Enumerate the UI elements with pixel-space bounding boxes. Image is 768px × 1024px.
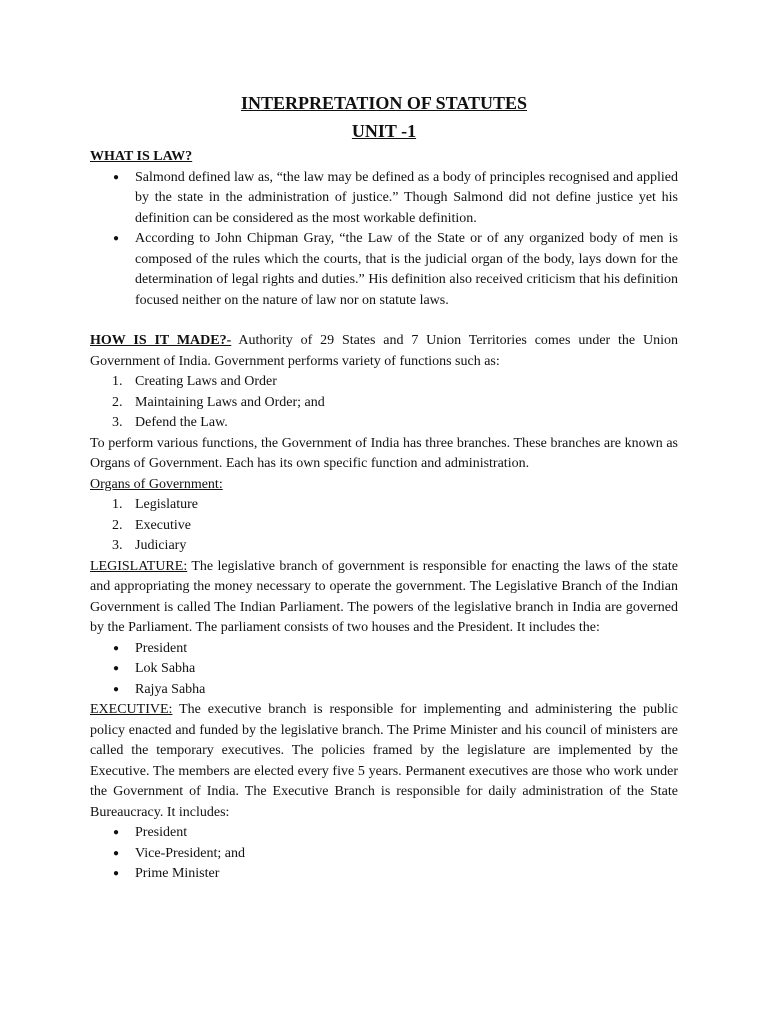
item-text: Creating Laws and Order — [135, 374, 277, 389]
executive-paragraph — [90, 700, 678, 823]
item-number: 1. — [112, 374, 123, 389]
legislature-list — [90, 639, 678, 701]
item-text: Executive — [135, 517, 191, 533]
list-item — [90, 516, 678, 537]
list-item — [90, 495, 678, 516]
executive-list — [90, 823, 678, 885]
unit-title: UNIT -1 — [351, 121, 417, 141]
what-is-law-list — [90, 168, 678, 312]
executive-label: EXECUTIVE: — [90, 702, 173, 717]
organs-label: Organs of Government: — [90, 476, 223, 492]
how-made-text: Authority of 29 States and 7 Union Territories comes under the Union Government of India. Government performs variety of functions such as: — [90, 333, 678, 369]
list-item: ● Prime Minister — [90, 864, 678, 885]
item-text: Legislature — [135, 497, 198, 512]
list-item: ● Rajya Sabha — [90, 680, 678, 701]
functions-list — [90, 372, 678, 434]
item-number: 2. — [112, 394, 123, 410]
list-item: ● President — [90, 639, 678, 660]
section-organs — [90, 475, 678, 557]
section-how-made — [90, 331, 678, 475]
list-item: ● According to John Chipman Gray, “the Law of the State or of any organized body of men is composed of the rules which the courts, that is the judicial organ of the body, lays down for the determination of legal rights and duties.” His definition also received criticism that his definition focused neither on the nature of law nor on statute laws. — [90, 229, 678, 311]
how-made-paragraph — [90, 331, 678, 372]
list-item: ● Lok Sabha — [90, 659, 678, 680]
list-item: ● Vice-President; and — [90, 844, 678, 865]
item-text: Maintaining Laws and Order; and — [135, 394, 325, 410]
item-text: Defend the Law. — [135, 415, 228, 430]
legislature-label: LEGISLATURE: — [90, 558, 188, 574]
section-what-is-law — [90, 147, 678, 311]
branches-paragraph: To perform various functions, the Government of India has three branches. These branches are known as Organs of Government. Each has its own specific function and administration. — [90, 435, 678, 471]
item-number: 2. — [112, 517, 123, 533]
legislature-paragraph — [90, 557, 678, 639]
document-title: INTERPRETATION OF STATUTES — [240, 93, 528, 113]
section-legislature — [90, 557, 678, 701]
list-item: ● President — [90, 823, 678, 844]
list-item — [90, 536, 678, 557]
item-text: Judiciary — [135, 538, 187, 553]
item-number: 1. — [112, 497, 123, 512]
how-made-heading: HOW IS IT MADE?- — [90, 333, 232, 348]
list-item — [90, 393, 678, 414]
legislature-text: The legislative branch of government is responsible for enacting the laws of the state and appropriating the money necessary to operate the government. The Legislative Branch of the Indian Government is called The Indian Parliament. The powers of the legislative branch in India are governed by the Parliament. The parliament consists of two houses and the President. It includes the: — [90, 558, 678, 635]
list-item: ● Salmond defined law as, “the law may be defined as a body of principles recognised and applied by the state in the administration of justice.” Though Salmond did not define justice yet his definition can be considered as the most workable definition. — [90, 168, 678, 230]
what-is-law-heading: WHAT IS LAW? — [90, 149, 193, 164]
list-item — [90, 413, 678, 434]
section-executive — [90, 700, 678, 885]
list-item — [90, 372, 678, 393]
executive-text: The executive branch is responsible for implementing and administering the public policy enacted and funded by the legislative branch. The Prime Minister and his council of ministers are called the temporary executives. The policies framed by the legislature are implemented by the Executive. The members are elected every five 5 years. Permanent executives are those who work under the Government of India. The Executive Branch is responsible for daily administration of the State Bureaucracy. It includes: — [90, 702, 678, 820]
organs-list — [90, 495, 678, 557]
item-number: 3. — [112, 538, 123, 553]
item-number: 3. — [112, 415, 123, 430]
